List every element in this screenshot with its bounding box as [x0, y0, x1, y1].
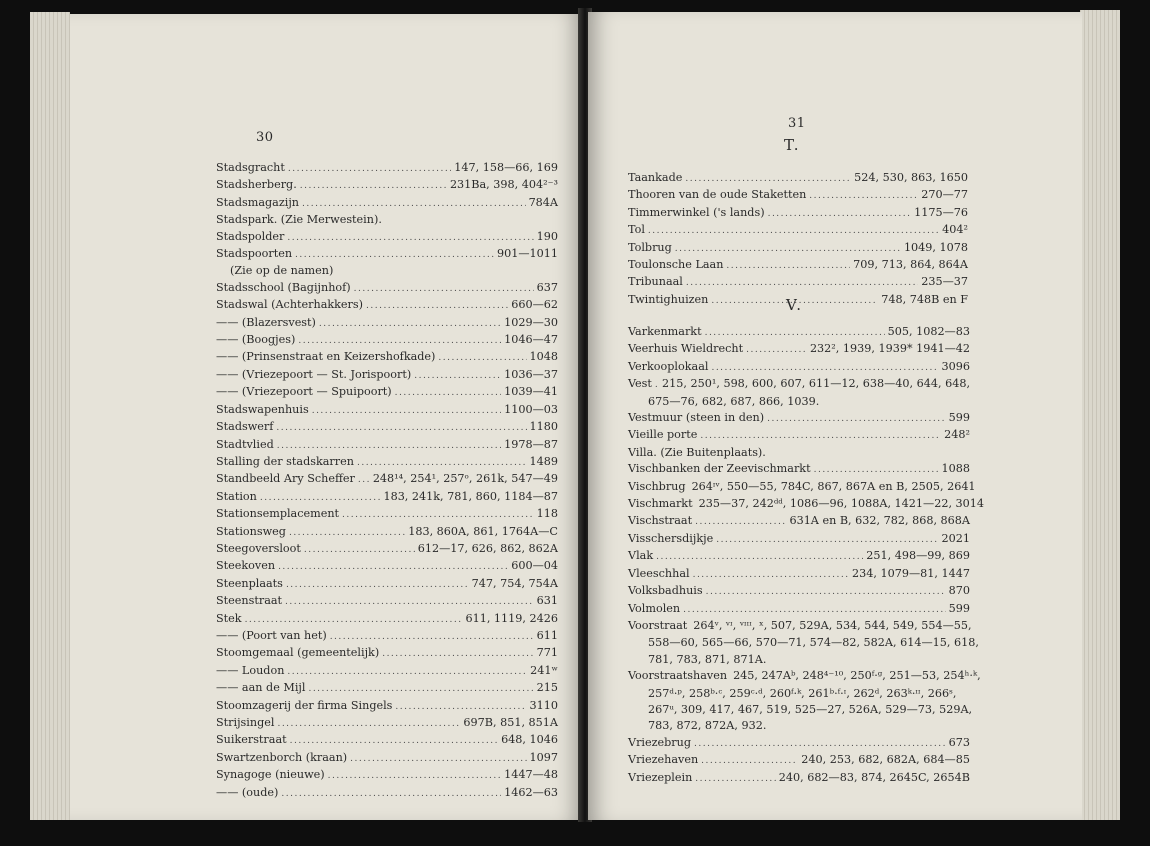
dot-leader	[304, 542, 415, 558]
index-entry	[628, 479, 976, 496]
dot-leader	[330, 629, 534, 645]
entry-page-refs: 648, 1046	[501, 733, 558, 747]
dot-leader	[358, 472, 370, 488]
dot-leader	[726, 258, 850, 274]
entry-term: —— (Vriezepoort — St. Jorispoort)	[216, 367, 412, 381]
index-entry	[216, 628, 558, 645]
dot-leader	[701, 753, 798, 769]
entry-page-refs: 1048	[529, 350, 558, 364]
entry-term: Stadsherberg.	[216, 178, 297, 192]
entry-page-refs: 251, 498—99, 869	[866, 549, 970, 563]
entry-term: Synagoge (nieuwe)	[216, 768, 325, 782]
dot-leader	[260, 490, 381, 506]
dot-leader	[312, 403, 501, 419]
entry-term: Suikerstraat	[216, 733, 287, 747]
entry-page-refs: 240, 253, 682, 682A, 684—85	[801, 753, 970, 767]
entry-page-refs: 215	[536, 681, 558, 695]
entry-term: Stadswal (Achterhakkers)	[216, 298, 363, 312]
entry-page-refs: 697B, 851, 851A	[463, 716, 558, 729]
dot-leader	[648, 223, 939, 239]
entry-term: Tribunaal	[628, 275, 683, 289]
dot-leader	[319, 316, 501, 332]
index-list	[216, 160, 558, 802]
dot-leader	[382, 646, 533, 662]
page-number: 31	[788, 116, 806, 131]
index-entry	[216, 541, 558, 558]
index-entry	[628, 410, 970, 427]
entry-term: Voorstraatshaven	[628, 669, 728, 683]
dot-leader	[277, 716, 460, 732]
index-entry	[216, 489, 558, 506]
dot-leader	[395, 699, 526, 715]
index-entry	[216, 645, 558, 662]
entry-continuation: 267ᵘ, 309, 417, 467, 519, 525—27, 526A, 529—73, 529A,	[648, 702, 973, 716]
entry-page-refs: 232², 1939, 1939* 1941—42	[809, 342, 970, 356]
dot-leader	[675, 241, 901, 257]
entry-page-refs: 611	[536, 628, 558, 642]
index-entry	[628, 205, 968, 222]
index-entry	[216, 785, 558, 802]
entry-term: Stadswapenhuis	[216, 402, 309, 416]
entry-term: Vieille porte	[628, 428, 698, 442]
entry-page-refs: 235—37, 242ᵈᵈ, 1086—96, 1088A, 1421—22, 3014	[698, 497, 985, 511]
entry-page-refs: 901—1011	[496, 247, 558, 261]
index-entry	[216, 698, 558, 715]
index-entry	[628, 257, 968, 274]
right-page	[588, 12, 1082, 820]
entry-term: Toulonsche Laan	[628, 258, 724, 272]
entry-page-refs: 709, 713, 864, 864A	[853, 258, 968, 272]
cross-reference: Villa. (Zie Buitenplaats).	[628, 445, 766, 459]
index-entry	[628, 222, 968, 239]
entry-term: Vestmuur (steen in den)	[628, 411, 765, 425]
index-entry	[216, 732, 558, 749]
index-entry	[216, 680, 558, 697]
entry-term: —— (oude)	[216, 785, 279, 799]
entry-term: Stationsweg	[216, 524, 286, 538]
dot-leader	[277, 438, 501, 454]
dot-leader	[342, 507, 534, 523]
entry-page-refs: 183, 241k, 781, 860, 1184—87	[383, 489, 558, 503]
entry-page-refs: 241ʷ	[530, 663, 558, 677]
dot-leader	[290, 733, 498, 749]
index-entry	[628, 618, 970, 635]
index-entry	[628, 324, 970, 341]
entry-term: Tol	[628, 223, 645, 237]
dot-leader	[686, 275, 918, 291]
entry-page-refs: 631	[536, 594, 558, 608]
entry-page-refs: 505, 1082—83	[887, 325, 970, 338]
dot-leader	[328, 768, 501, 784]
entry-term: Thooren van de oude Staketten	[628, 188, 807, 202]
entry-page-refs: 1447—48	[504, 768, 558, 782]
dot-leader	[281, 786, 501, 802]
entry-term: Volmolen	[628, 601, 681, 615]
entry-page-refs: 673	[948, 735, 970, 749]
index-entry	[216, 246, 558, 263]
entry-page-refs: 611, 1119, 2426	[465, 611, 558, 625]
dot-leader	[693, 567, 849, 583]
entry-page-refs: 870	[948, 584, 970, 598]
index-entry	[216, 177, 558, 194]
entry-term: —— (Prinsenstraat en Keizershofkade)	[216, 350, 436, 364]
index-entry	[216, 332, 558, 349]
dot-leader	[350, 751, 526, 767]
dot-leader	[298, 333, 501, 349]
index-entry	[628, 359, 970, 376]
entry-page-refs: 524, 530, 863, 1650	[854, 171, 968, 184]
entry-term: Visschersdijkje	[628, 531, 714, 545]
entry-page-refs: 3110	[529, 698, 558, 712]
dot-leader	[285, 594, 534, 610]
dot-leader	[286, 577, 469, 593]
index-entry	[216, 576, 558, 593]
index-entry	[628, 341, 970, 358]
dot-leader	[683, 602, 946, 618]
entry-page-refs: 248¹⁴, 254¹, 257ᵒ, 261k, 547—49	[372, 472, 558, 486]
entry-page-refs: 118	[536, 507, 558, 521]
index-entry	[628, 427, 970, 444]
dot-leader	[438, 350, 526, 366]
left-page-edges	[30, 12, 70, 820]
entry-term: Vischbrug	[628, 479, 686, 493]
entry-page-refs: 1049, 1078	[903, 240, 968, 254]
index-entry	[628, 240, 968, 257]
dot-leader	[767, 411, 946, 427]
page-number: 30	[256, 130, 274, 145]
index-entry	[628, 513, 970, 530]
entry-page-refs: 599	[948, 411, 970, 425]
index-entry	[216, 558, 558, 575]
entry-page-refs: 3096	[941, 359, 970, 373]
dot-leader	[288, 161, 451, 177]
entry-term: —— Loudon	[216, 663, 285, 677]
entry-term: Standbeeld Ary Scheffer	[216, 472, 355, 486]
right-page-edges	[1080, 10, 1120, 820]
index-entry	[216, 297, 558, 314]
entry-page-refs: 147, 158—66, 169	[454, 161, 558, 174]
entry-page-refs: 1180	[529, 420, 558, 434]
dot-leader	[287, 664, 527, 680]
dot-leader	[656, 549, 863, 565]
entry-page-refs: 771	[536, 646, 558, 660]
index-entry	[216, 402, 558, 419]
entry-page-refs: 1097	[529, 750, 558, 764]
dot-leader	[695, 771, 775, 787]
dot-leader	[809, 188, 918, 204]
entry-page-refs: 404²	[942, 223, 968, 237]
entry-term: Vlak	[628, 549, 654, 563]
index-entry	[216, 384, 558, 401]
index-entry	[628, 187, 968, 204]
index-entry	[216, 349, 558, 366]
entry-page-refs: 1175—76	[914, 205, 968, 219]
entry-page-refs: 215, 250¹, 598, 600, 607, 611—12, 638—40, 644, 648,	[662, 377, 970, 391]
entry-term: Voorstraat	[628, 618, 688, 632]
index-entry	[216, 506, 558, 523]
dot-leader	[711, 360, 938, 376]
dot-leader	[245, 612, 463, 628]
entry-term: Twintighuizen	[628, 292, 709, 306]
entry-page-refs: 1100—03	[504, 402, 558, 416]
entry-page-refs: 1039—41	[504, 385, 558, 399]
entry-term: Station	[216, 489, 257, 503]
entry-term: —— (Poort van het)	[216, 628, 327, 642]
index-entry	[216, 593, 558, 610]
dot-leader	[354, 281, 534, 297]
index-entry	[628, 668, 981, 685]
entry-term: Vriezeplein	[628, 770, 693, 784]
index-entry	[216, 715, 558, 732]
index-entry	[216, 229, 558, 246]
entry-page-refs: 1489	[529, 454, 558, 468]
entry-term: Stadspoorten	[216, 247, 293, 261]
entry-term: Stoomgemaal (gemeentelijk)	[216, 646, 380, 660]
entry-page-refs: 1036—37	[504, 367, 558, 381]
index-entry	[628, 461, 970, 478]
index-entry	[216, 195, 558, 212]
dot-leader	[414, 368, 501, 384]
entry-term: —— aan de Mijl	[216, 681, 306, 695]
entry-term: Verkooplokaal	[628, 359, 709, 373]
entry-term: —— (Blazersvest)	[216, 315, 316, 329]
entry-continuation: 257ᵈ·ᵖ, 258ᵇ·ᶜ, 259ᶜ·ᵈ, 260ᶠ·ᵏ, 261ᵇ·ᶠ·ᶦ, 262ᵈ, 263ᵏ·ᶦᶦ, 266ˢ,	[648, 686, 957, 700]
entry-term: Stadswerf	[216, 420, 274, 434]
entry-term: Stationsemplacement	[216, 507, 340, 521]
dot-leader	[287, 230, 533, 246]
entry-term: Vleeschhal	[628, 566, 690, 580]
dot-leader	[685, 171, 851, 187]
entry-continuation: 558—60, 565—66, 570—71, 574—82, 582A, 614—15, 618,	[648, 636, 979, 650]
index-entry	[628, 274, 968, 291]
cross-reference: (Zie op de namen)	[230, 264, 334, 278]
entry-page-refs: 660—62	[511, 298, 558, 312]
entry-term: Stek	[216, 611, 242, 625]
index-entry	[216, 315, 558, 332]
dot-leader	[300, 178, 447, 194]
entry-continuation: 781, 783, 871, 871A.	[648, 652, 767, 666]
index-entry	[216, 471, 558, 488]
index-entry	[216, 750, 558, 767]
cross-reference: Stadspark. (Zie Merwestein).	[216, 213, 382, 227]
dot-leader	[768, 206, 912, 222]
entry-page-refs: 612—17, 626, 862, 862A	[417, 541, 558, 555]
entry-term: Varkenmarkt	[628, 325, 702, 338]
entry-page-refs: 1029—30	[504, 315, 558, 329]
entry-term: Vest	[628, 377, 652, 391]
entry-page-refs: 264ᵛ, ᵛᶦ, ᵛᶦᶦᶦ, ˣ, 507, 529A, 534, 544, 549, 554—55,	[693, 618, 972, 632]
entry-page-refs: 240, 682—83, 874, 2645C, 2654B	[778, 770, 970, 784]
entry-term: Steegoversloot	[216, 541, 301, 555]
index-entry	[216, 524, 558, 541]
entry-page-refs: 1462—63	[504, 785, 558, 799]
dot-leader	[295, 247, 494, 263]
dot-leader	[357, 455, 527, 471]
entry-term: Timmerwinkel ('s lands)	[628, 205, 765, 219]
entry-term: Vriezebrug	[628, 735, 692, 749]
dot-leader	[746, 342, 807, 358]
entry-page-refs: 270—77	[921, 188, 968, 202]
entry-page-refs: 183, 860A, 861, 1764A—C	[408, 524, 558, 538]
entry-page-refs: 245, 247Aᵇ, 248⁴⁻¹⁰, 250ᶠ·ᵍ, 251—53, 254ʰ·ᵏ,	[733, 669, 981, 683]
entry-term: Volksbadhuis	[628, 584, 703, 598]
entry-page-refs: 631A en B, 632, 782, 868, 868A	[789, 514, 970, 528]
entry-term: Stadspolder	[216, 229, 285, 243]
dot-leader	[302, 196, 526, 212]
entry-term: Taankade	[628, 171, 683, 184]
index-entry	[628, 583, 970, 600]
left-page	[70, 14, 582, 820]
section-heading-v: V.	[786, 296, 803, 314]
entry-page-refs: 248²	[944, 428, 970, 442]
dot-leader	[700, 428, 941, 444]
index-entry	[216, 663, 558, 680]
index-entry	[628, 170, 968, 187]
entry-page-refs: 264ᶦᵛ, 550—55, 784C, 867, 867A en B, 2505, 2641	[691, 479, 976, 493]
dot-leader	[695, 514, 786, 530]
entry-term: Steenplaats	[216, 576, 283, 590]
entry-page-refs: 637	[536, 280, 558, 294]
index-entry	[216, 767, 558, 784]
entry-term: Stadsgracht	[216, 161, 285, 174]
entry-page-refs: 599	[948, 601, 970, 615]
entry-term: Stoomzagerij der firma Singels	[216, 698, 393, 712]
entry-term: Stadsmagazijn	[216, 195, 299, 209]
entry-page-refs: 190	[536, 229, 558, 243]
dot-leader	[706, 584, 946, 600]
entry-term: Strijsingel	[216, 716, 275, 729]
section-heading-t: T.	[784, 136, 801, 154]
index-entry	[216, 437, 558, 454]
index-entry	[216, 611, 558, 628]
index-entry	[216, 367, 558, 384]
dot-leader	[395, 385, 501, 401]
entry-term: Tolbrug	[628, 240, 672, 254]
index-entry	[628, 376, 970, 393]
index-entry	[628, 548, 970, 565]
entry-term: Vischbanken der Zeevischmarkt	[628, 462, 811, 476]
dot-leader	[694, 736, 946, 752]
entry-term: —— (Vriezepoort — Spuipoort)	[216, 385, 392, 399]
dot-leader	[705, 325, 885, 341]
index-entry	[216, 454, 558, 471]
index-entry	[628, 531, 970, 548]
entry-page-refs: 784A	[528, 195, 558, 209]
entry-page-refs: 600—04	[511, 559, 558, 573]
entry-term: Vischstraat	[628, 514, 693, 528]
entry-term: Steekoven	[216, 559, 276, 573]
entry-page-refs: 1978—87	[504, 437, 558, 451]
dot-leader	[814, 462, 939, 478]
index-list-v	[628, 324, 985, 787]
index-entry	[628, 735, 970, 752]
index-entry	[216, 419, 558, 436]
entry-term: Stadtvlied	[216, 437, 274, 451]
entry-term: Stadsschool (Bagijnhof)	[216, 280, 351, 294]
entry-term: Veerhuis Wieldrecht	[628, 342, 744, 356]
dot-leader	[308, 681, 533, 697]
dot-leader	[716, 532, 938, 548]
entry-page-refs: 234, 1079—81, 1447	[852, 566, 970, 580]
index-entry	[216, 160, 558, 177]
entry-page-refs: 231Ba, 398, 404²⁻³	[449, 178, 558, 192]
entry-page-refs: 748, 748B en F	[881, 292, 968, 306]
dot-leader	[289, 525, 405, 541]
entry-page-refs: 747, 754, 754A	[471, 576, 558, 590]
dot-leader	[276, 420, 526, 436]
entry-continuation: 675—76, 682, 687, 866, 1039.	[648, 394, 820, 408]
index-entry	[628, 601, 970, 618]
dot-leader	[366, 298, 508, 314]
entry-term: Swartzenborch (kraan)	[216, 750, 348, 764]
entry-page-refs: 1088	[941, 462, 970, 476]
entry-page-refs: 235—37	[921, 275, 968, 289]
index-entry	[216, 280, 558, 297]
entry-page-refs: 2021	[941, 531, 970, 545]
entry-page-refs: 1046—47	[504, 333, 558, 347]
index-entry	[628, 770, 970, 787]
entry-term: —— (Boogjes)	[216, 333, 296, 347]
entry-term: Vischmarkt	[628, 497, 693, 511]
entry-term: Vriezehaven	[628, 753, 699, 767]
index-entry	[628, 566, 970, 583]
dot-leader	[278, 559, 508, 575]
entry-term: Steenstraat	[216, 594, 283, 608]
index-entry	[628, 752, 970, 769]
entry-continuation: 783, 872, 872A, 932.	[648, 719, 767, 733]
dot-leader	[655, 377, 659, 393]
entry-term: Stalling der stadskarren	[216, 454, 354, 468]
index-list-t	[628, 170, 968, 309]
index-entry	[628, 496, 985, 513]
